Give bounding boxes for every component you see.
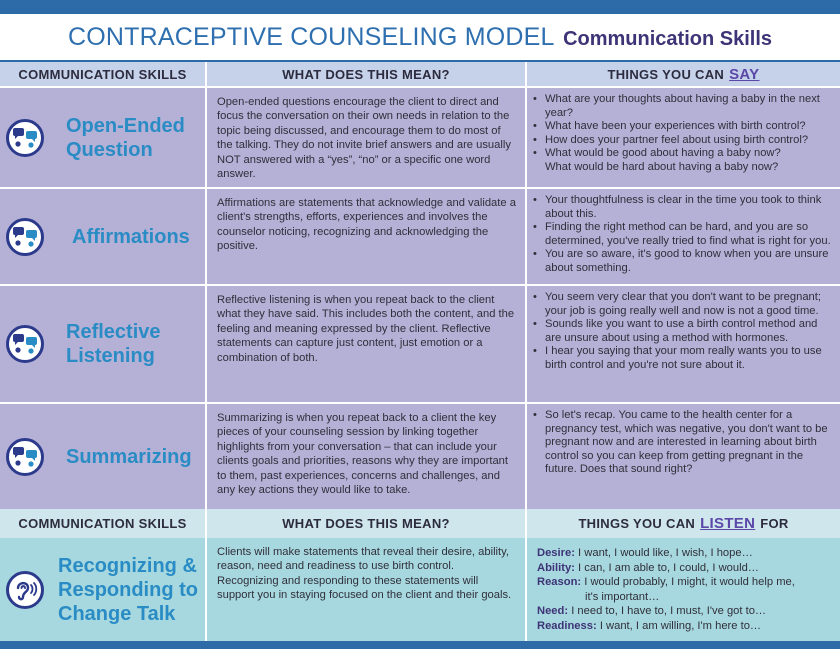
ear-icon (6, 571, 44, 609)
things-to-say-cell (525, 404, 840, 509)
bottom-accent-bar (0, 641, 840, 649)
things-to-say-list (527, 189, 840, 276)
things-to-listen-for-list (525, 538, 840, 641)
skill-description: Clients will make statements that reveal their desire, ability, reason, need and readiness to use birth control. Recognizing and responding to these statements will support you in staying focused on the client and their goals. (205, 538, 525, 641)
top-accent-bar (0, 0, 840, 14)
conversation-icon (6, 218, 44, 256)
header-listen-suffix: FOR (760, 516, 789, 531)
skill-label-cell (0, 189, 205, 284)
list-item: Reason: I would probably, I might, it would help me, it's important… (537, 576, 795, 603)
header-things-you-can-listen-for (525, 509, 840, 538)
list-item: • How does your partner feel about using birth control? (533, 134, 836, 148)
table-row-affirmations (0, 187, 840, 284)
list-item: Ability: I can, I am able to, I could, I would… (537, 561, 759, 574)
conversation-icon (6, 119, 44, 157)
header-say-emphasis: SAY (729, 65, 760, 83)
things-to-say-list (527, 88, 840, 175)
list-item: • You are so aware, it's good to know when you are unsure about something. (533, 248, 836, 275)
page-title (0, 14, 840, 60)
header-what-does-this-mean: WHAT DOES THIS MEAN? (205, 62, 525, 86)
header-communication-skills: COMMUNICATION SKILLS (18, 66, 187, 82)
skill-label-cell (0, 404, 205, 509)
table-row-reflective-listening (0, 284, 840, 402)
skill-description: Affirmations are statements that acknowledge and validate a client's strengths, efforts, experiences and involves the counselor noticing, recognizing and acknowledging the positive. (205, 189, 525, 284)
things-to-say-cell (525, 286, 840, 402)
things-to-say-cell (525, 88, 840, 187)
conversation-icon (6, 325, 44, 363)
table-header-top (0, 60, 840, 86)
skill-name: Reflective Listening (66, 321, 161, 367)
list-item: Need: I need to, I have to, I must, I've got to… (537, 605, 767, 618)
title-main: CONTRACEPTIVE COUNSELING MODEL (67, 23, 555, 51)
skill-label-cell (0, 88, 205, 187)
table-row-change-talk (0, 538, 840, 641)
header-listen-emphasis: LISTEN (700, 515, 756, 532)
list-item: • Your thoughtfulness is clear in the time you took to think about this. (533, 194, 836, 221)
title-subtitle: Communication Skills (563, 28, 773, 50)
skill-name: Summarizing (66, 445, 192, 468)
things-to-say-list (527, 404, 840, 477)
list-item: Desire: I want, I would like, I wish, I hope… (537, 547, 753, 559)
things-to-say-list (527, 286, 840, 373)
conversation-icon (6, 438, 44, 476)
list-item: • You seem very clear that you don't want to be pregnant; your job is going really well and now is not a good time. (533, 291, 836, 318)
skill-label-cell (0, 538, 205, 641)
skill-label-cell (0, 286, 205, 402)
list-item: • Sounds like you want to use a birth control method and are unsure about using a method with hormones. (533, 318, 836, 345)
header-say-prefix: THINGS YOU CAN (607, 66, 725, 82)
table-row-open-ended-question (0, 86, 840, 187)
list-item: • I hear you saying that your mom really wants you to use birth control and you're not sure about it. (533, 345, 836, 372)
header-what-does-this-mean: WHAT DOES THIS MEAN? (205, 509, 525, 538)
table-row-summarizing (0, 402, 840, 509)
header-listen-prefix: THINGS YOU CAN (578, 516, 696, 531)
list-item: • Finding the right method can be hard, and you are so determined, you've really tried to find what is right for you. (533, 221, 836, 248)
skill-description: Summarizing is when you repeat back to a client the key pieces of your counseling session by linking together highlights from your conversation – that can include your clients goals and priorities, reasons why they are important to them, past experiences, concerns and challenges, and any key actions they would like to take. (205, 404, 525, 509)
list-item: Readiness: I want, I am willing, I'm here to… (537, 619, 762, 632)
list-item: • What are your thoughts about having a baby in the next year? (533, 93, 836, 120)
header-things-you-can-say (525, 62, 840, 86)
list-item: • What have been your experiences with birth control? (533, 120, 836, 134)
skill-name: Open-Ended Question (66, 114, 185, 161)
list-item: • What would be good about having a baby now? What would be hard about having a baby now? (533, 147, 836, 174)
skill-name: Recognizing & Responding to Change Talk (58, 554, 198, 625)
table-header-bottom (0, 509, 840, 538)
skill-description: Open-ended questions encourage the client to direct and focus the conversation on their own needs in relation to the topic being discussed, and encourage them to do most of the talking. They do not invite brief answers and are usually NOT answered with a “yes”, “no” or a specific one word answer. (205, 88, 525, 187)
skill-name: Affirmations (72, 225, 190, 248)
skill-description: Reflective listening is when you repeat back to the client what they have said. This includes both the content, and the feeling and meaning expressed by the client. Reflective statements can capture just content, just emotion or a combination of both. (205, 286, 525, 402)
list-item: • So let's recap. You came to the health center for a pregnancy test, which was negative, you don't want to be pregnant now and are interested in learning about birth control so you can keep from getting pregnant in the future. Does that sound right? (533, 409, 836, 477)
things-to-say-cell (525, 189, 840, 284)
header-communication-skills: COMMUNICATION SKILLS (18, 516, 187, 531)
